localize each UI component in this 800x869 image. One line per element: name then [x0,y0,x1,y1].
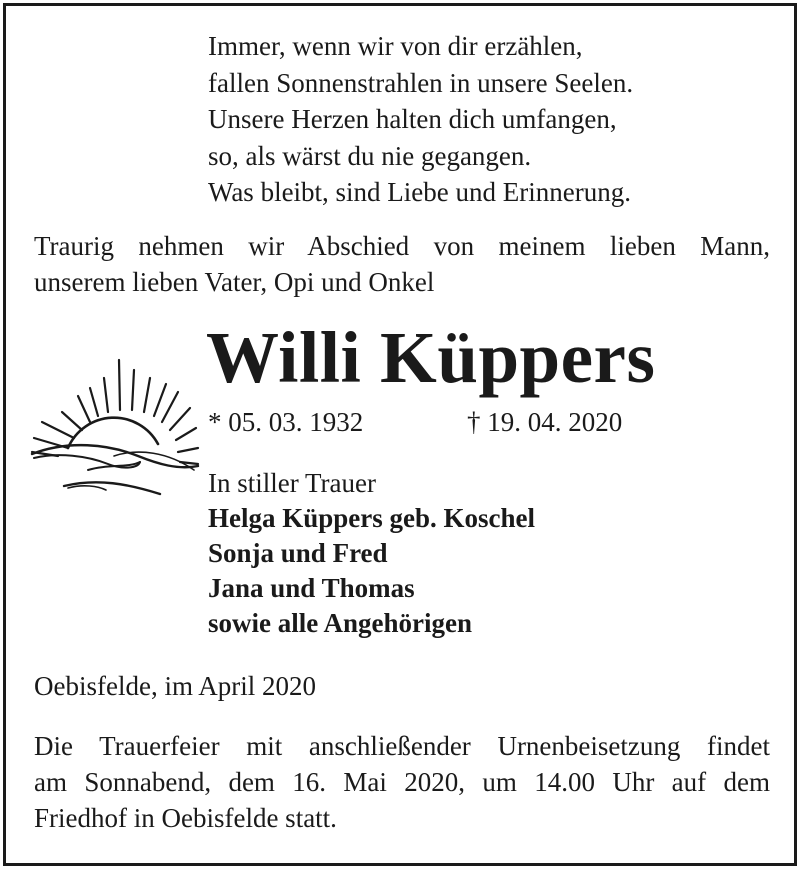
service-line-2: am Sonnabend, dem 16. Mai 2020, um 14.00 Uhr auf dem [34,767,770,797]
intro-line-2: unserem lieben Vater, Opi und Onkel [34,267,435,297]
poem-line-3: Unsere Herzen halten dich umfangen, [208,104,617,134]
poem-line-4: so, als wärst du nie gegangen. [208,140,532,171]
poem-line-5: Was bleibt, sind Liebe und Erinnerung. [208,177,631,207]
mourner-name: sowie alle Angehörigen [208,608,472,638]
memorial-poem [208,28,633,211]
death-date: † 19. 04. 2020 [467,407,623,437]
place-and-date: Oebisfelde, im April 2020 [34,671,316,701]
mourner-name: Jana und Thomas [208,573,415,603]
deceased-name: Willi Küppers [206,317,656,398]
life-dates [208,404,623,440]
funeral-service-notice [34,728,770,836]
mourners-block [208,466,535,641]
service-line-3: Friedhof in Oebisfelde statt. [34,803,337,833]
intro-line-1: Traurig nehmen wir Abschied von meinem lieben Mann, [34,231,770,261]
poem-line-1: Immer, wenn wir von dir erzählen, [208,31,583,61]
birth-date: * 05. 03. 1932 [208,407,364,437]
mourner-name: Sonja und Fred [208,538,388,568]
mourner-name: Helga Küppers geb. Koschel [208,503,536,533]
poem-line-2: fallen Sonnenstrahlen in unsere Seelen. [208,67,634,98]
mourning-heading: In stiller Trauer [208,468,376,498]
service-line-1: Die Trauerfeier mit anschließender Urnenbeisetzung findet [34,731,770,761]
farewell-intro [34,228,770,300]
sunset-over-hills-icon [28,352,200,500]
